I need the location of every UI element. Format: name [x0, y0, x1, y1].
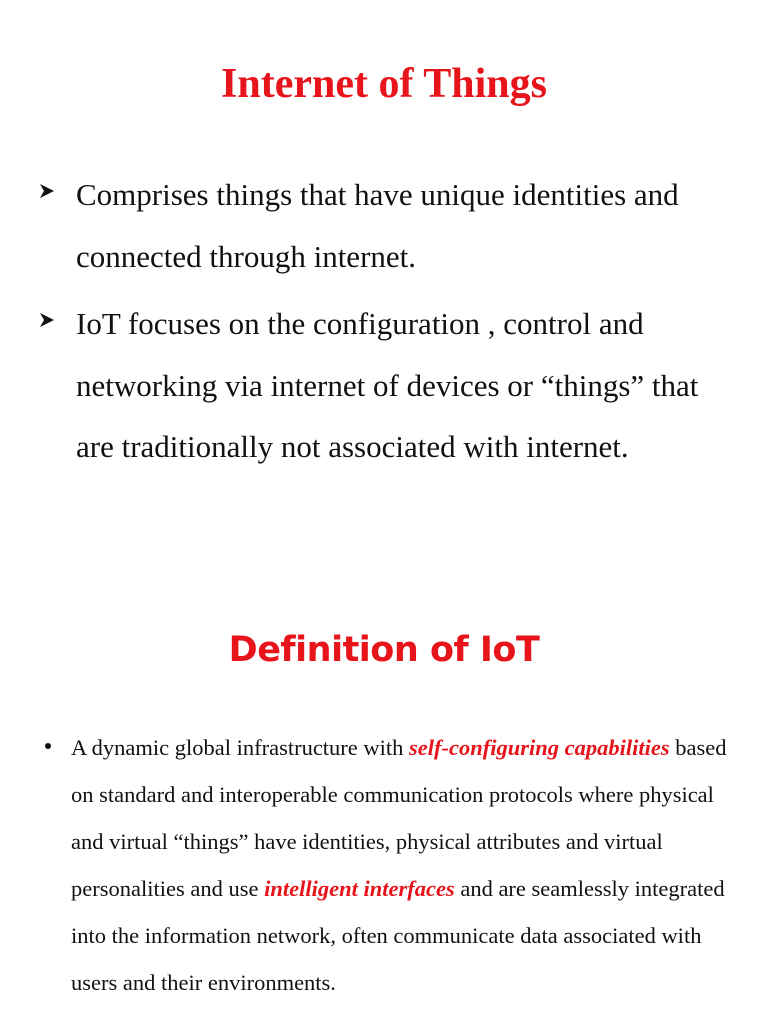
definition-text-part1: A dynamic global infrastructure with	[71, 735, 410, 760]
definition-text-part3: and are seamlessly integrated into the information network, often communicate data associated with users and their environments.	[71, 876, 725, 995]
highlight-intelligent-interfaces: intelligent interfaces	[264, 876, 455, 901]
definition-text-part2: based on standard and interoperable communication protocols where physical and virtual “things” have identities, physical attributes and virtual personalities and use	[71, 735, 727, 901]
page-title: Internet of Things	[221, 61, 547, 107]
bullet-text: Comprises things that have unique identities and connected through internet.	[76, 177, 679, 274]
bullet-item-unique-identities	[36, 164, 736, 287]
bullet-item-iot-focus	[36, 293, 736, 478]
highlight-self-configuring: self-configuring capabilities	[409, 735, 670, 760]
arrow-right-icon	[36, 164, 58, 226]
arrow-right-icon	[36, 293, 58, 355]
bullet-dot-icon	[45, 743, 51, 749]
bullet-list	[36, 164, 736, 484]
bullet-text: IoT focuses on the configuration , control and networking via internet of devices or “things” that are traditionally not associated with internet.	[76, 306, 699, 464]
definition-paragraph	[40, 724, 730, 1006]
definition-heading: Definition of IoT	[228, 630, 540, 670]
